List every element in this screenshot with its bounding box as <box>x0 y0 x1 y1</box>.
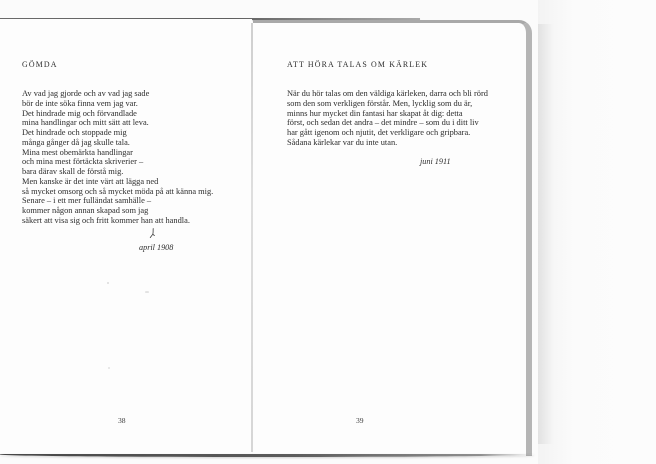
prose-line: har gått igenom och njutit, det verkligare och gripbara. <box>287 128 471 137</box>
poem-att-hora-talas-om-karlek <box>287 89 488 148</box>
prose-line: minns hur mycket din fantasi har skapat åt dig: detta <box>287 108 463 118</box>
scan-speck <box>108 367 110 369</box>
prose-line: Sådana kärlekar var du inte utan. <box>287 137 398 147</box>
left-page <box>0 19 252 456</box>
poem-line: Av vad jag gjorde och av vad jag sade <box>22 89 150 98</box>
poem-line: Senare – i ett mer fulländat samhälle – <box>22 196 152 206</box>
scan-speck <box>107 282 109 284</box>
poem-line: Det hindrade mig och förvandlade <box>22 108 137 118</box>
right-page-number: 39 <box>356 416 364 425</box>
left-page-title: GÖMDA <box>22 60 58 69</box>
prose-line: först, och sedan det andra – det mindre – som du i ditt liv <box>287 118 479 128</box>
page-edge-shadow <box>538 24 554 444</box>
scan-speck <box>145 291 149 293</box>
prose-line: När du hör talas om den väldiga kärleken, darra och bli rörd <box>287 89 488 98</box>
poem-line: många gånger då jag skulle tala. <box>22 137 130 147</box>
poem-line: bara därav skall de förstå mig. <box>22 167 124 176</box>
scanner-background <box>538 0 656 464</box>
poem-line: mina handlingar och mitt sätt att leva. <box>22 118 149 128</box>
poem-line: Mina mest obemärkta handlingar <box>22 147 133 157</box>
right-page-date: juni 1911 <box>420 157 451 166</box>
poem-line: bör de inte söka finna vem jag var. <box>22 98 138 108</box>
right-page <box>253 20 532 456</box>
poem-line: kommer någon annan skapad som jag <box>22 206 149 215</box>
poem-line: Det hindrade och stoppade mig <box>22 128 127 137</box>
poem-line: så mycket omsorg och så mycket möda på att känna mig. <box>22 186 214 196</box>
poem-line: och mina mest förtäckta skriverier – <box>22 157 144 167</box>
book-bottom-edge <box>0 454 534 457</box>
stray-ink-mark <box>149 228 157 239</box>
poem-line: säkert att visa sig och fritt kommer han att handla. <box>22 215 190 225</box>
right-page-title: ATT HÖRA TALAS OM KÄRLEK <box>287 60 429 69</box>
prose-line: som den som verkligen förstår. Men, lycklig som du är, <box>287 98 473 108</box>
left-page-number: 38 <box>118 416 126 425</box>
left-page-date: april 1908 <box>139 243 174 252</box>
poem-gomda <box>22 89 213 226</box>
poem-line: Men kanske är det inte värt att lägga ned <box>22 176 159 186</box>
